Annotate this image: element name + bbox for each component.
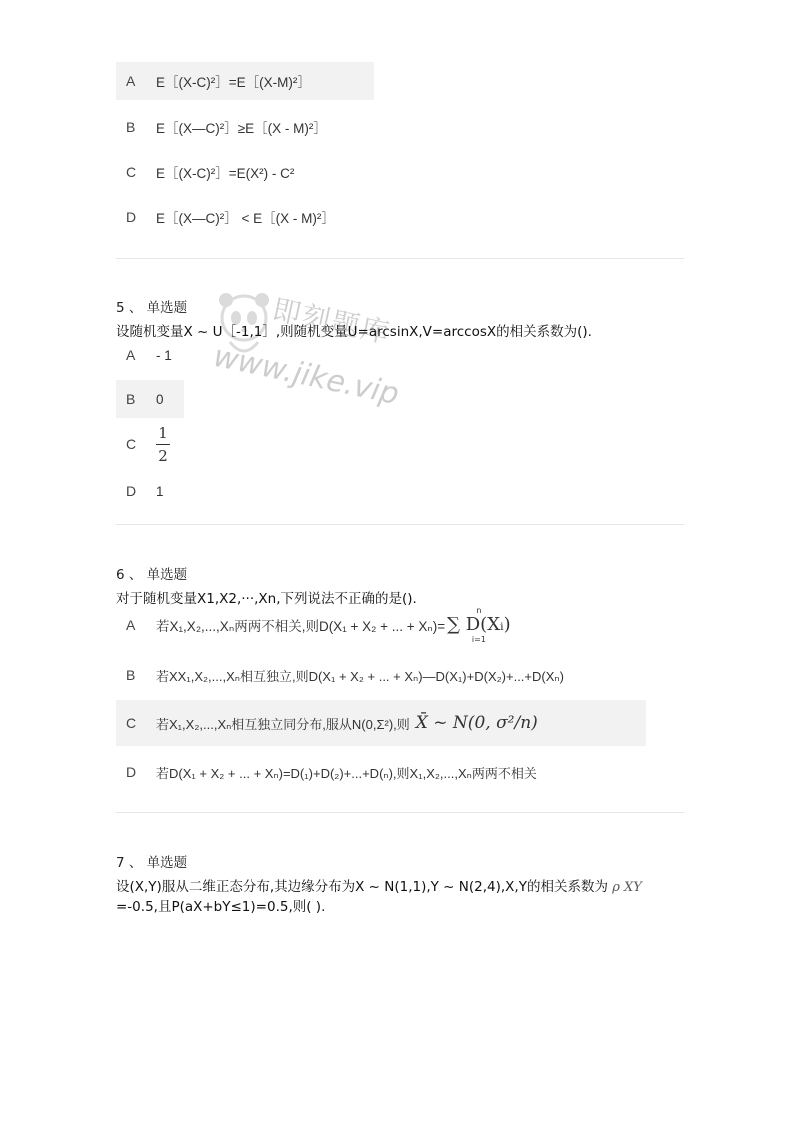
- option-letter: A: [126, 617, 136, 633]
- q4-option-a[interactable]: [116, 62, 374, 100]
- q4-option-c[interactable]: [116, 153, 374, 191]
- q6-option-a[interactable]: [116, 602, 586, 648]
- option-text: E［(X-C)²］=E［(X-M)²］: [156, 75, 311, 90]
- sum-lower-limit: i=1: [471, 635, 486, 644]
- q6-option-c[interactable]: [116, 700, 646, 746]
- q6-option-d[interactable]: [116, 753, 646, 791]
- option-text: 若D(X₁ + X₂ + ... + Xₙ)=D(₁)+D(₂)+...+D(ₙ),则X₁,X₂,...,Xₙ两两不相关: [156, 765, 537, 781]
- q6-stem: 对于随机变量X1,X2,···,Xn,下列说法不正确的是().: [116, 591, 417, 607]
- option-text: E［(X—C)²］≥E［(X - M)²］: [156, 121, 327, 136]
- option-text: E［(X-C)²］=E(X²) - C²: [156, 166, 295, 181]
- option-text: 0: [156, 391, 164, 407]
- option-text: 若XX₁,X₂,...,Xₙ相互独立,则D(X₁ + X₂ + ... + Xₙ)—D(X₁)+D(X₂)+...+D(Xₙ): [156, 668, 564, 684]
- option-letter: C: [126, 715, 137, 731]
- q5-option-c[interactable]: [116, 420, 186, 468]
- option-letter: D: [126, 209, 137, 225]
- option-text: 若X₁,X₂,...,Xₙ相互独立同分布,服从N(0,Σ²),则: [156, 716, 410, 732]
- normal-distribution-formula: X̄ ~ N(0, σ²/n): [415, 713, 538, 733]
- q5-option-a[interactable]: [116, 336, 186, 374]
- fraction-bar: [156, 444, 170, 445]
- sum-upper-limit: n: [476, 606, 482, 615]
- option-letter: A: [126, 73, 136, 89]
- q7-stem-text: 设(X,Y)服从二维正态分布,其边缘分布为X ~ N(1,1),Y ~ N(2,4),X,Y的相关系数为: [116, 879, 608, 895]
- q6-number: 6 、 单选题: [116, 567, 188, 583]
- q5-option-d[interactable]: [116, 472, 186, 510]
- option-text: - 1: [156, 347, 172, 363]
- option-text: 若X₁,X₂,...,Xₙ两两不相关,则D(X₁ + X₂ + ... + Xₙ)=: [156, 619, 446, 634]
- q7-number: 7 、 单选题: [116, 855, 188, 871]
- option-letter: B: [126, 667, 136, 683]
- sum-body: ∑ D(Xᵢ): [447, 614, 511, 635]
- sum-formula: [447, 606, 510, 644]
- option-letter: B: [126, 119, 136, 135]
- q4-option-d[interactable]: [116, 198, 374, 236]
- rho-symbol: ρ XY: [612, 880, 642, 895]
- divider: [116, 524, 684, 525]
- option-letter: B: [126, 391, 136, 407]
- fraction-denominator: 2: [158, 446, 168, 465]
- watermark-brand: 即刻题库: [269, 292, 394, 351]
- q4-option-b[interactable]: [116, 108, 374, 146]
- option-text: 1: [156, 483, 164, 499]
- option-letter: C: [126, 164, 137, 180]
- q5-number: 5 、 单选题: [116, 300, 188, 316]
- q7-stem-line2: =-0.5,且P(aX+bY≤1)=0.5,则( ).: [116, 899, 326, 915]
- fraction-numerator: 1: [158, 423, 168, 442]
- option-letter: C: [126, 436, 137, 452]
- option-text: E［(X—C)²］ < E［(X - M)²］: [156, 211, 335, 226]
- divider: [116, 812, 684, 813]
- watermark: [212, 284, 412, 424]
- q6-option-b[interactable]: [116, 656, 646, 694]
- q5-stem: 设随机变量X ~ U［-1,1］,则随机变量U=arcsinX,V=arccosX的相关系数为().: [116, 324, 592, 340]
- fraction: [156, 424, 170, 465]
- watermark-url: www.jike.vip: [210, 338, 402, 413]
- option-letter: D: [126, 764, 137, 780]
- q7-stem-line1: [116, 875, 642, 895]
- divider: [116, 258, 684, 259]
- q5-option-b[interactable]: [116, 380, 184, 418]
- option-letter: D: [126, 483, 137, 499]
- option-letter: A: [126, 347, 136, 363]
